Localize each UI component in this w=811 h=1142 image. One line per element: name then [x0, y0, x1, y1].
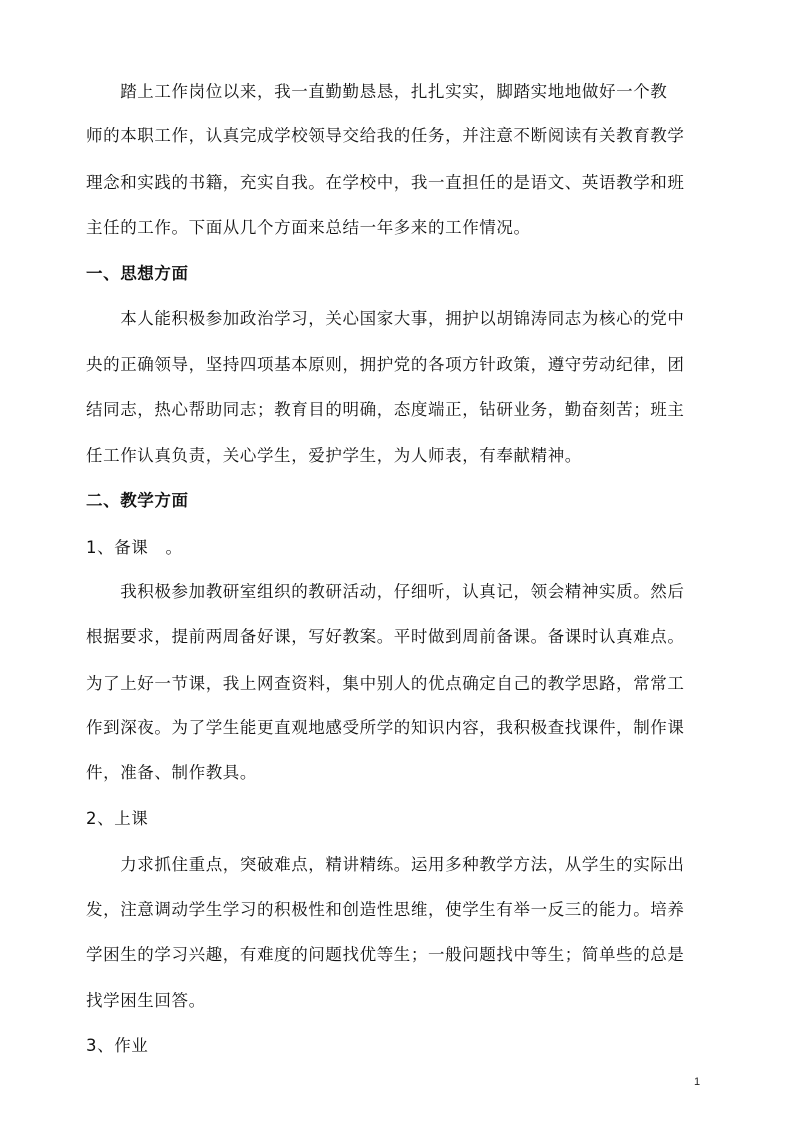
paragraph-line: 作到深夜。为了学生能更直观地感受所学的知识内容，我积极查找课件，制作课 [86, 718, 685, 737]
subsection-heading: 2、上课 [86, 809, 149, 828]
paragraph-line: 任工作认真负责，关心学生，爱护学生，为人师表，有奉献精神。 [86, 446, 582, 465]
subsection-heading: 3、作业 [86, 1036, 149, 1055]
paragraph-line: 踏上工作岗位以来，我一直勤勤恳恳，扎扎实实，脚踏实地地做好一个教 [86, 82, 668, 101]
paragraph-line: 为了上好一节课，我上网查资料，集中别人的优点确定自己的教学思路，常常工 [86, 674, 685, 693]
section-heading: 一、思想方面 [86, 264, 189, 283]
subsection-heading: 1、备课 。 [86, 538, 183, 557]
paragraph-line: 理念和实践的书籍，充实自我。在学校中，我一直担任的是语文、英语教学和班 [86, 173, 685, 192]
paragraph-line: 主任的工作。下面从几个方面来总结一年多来的工作情况。 [86, 218, 531, 237]
section-heading: 二、教学方面 [86, 491, 189, 510]
paragraph-line: 师的本职工作，认真完成学校领导交给我的任务，并注意不断阅读有关教育教学 [86, 126, 685, 145]
paragraph-line: 结同志，热心帮助同志；教育目的明确，态度端正，钻研业务，勤奋刻苦；班主 [86, 400, 685, 419]
paragraph-line: 找学困生回答。 [86, 991, 206, 1010]
paragraph-line: 本人能积极参加政治学习，关心国家大事，拥护以胡锦涛同志为核心的党中 [86, 309, 685, 328]
paragraph-line: 根据要求，提前两周备好课，写好教案。平时做到周前备课。备课时认真难点。 [86, 627, 685, 646]
page-number: 1 [694, 1076, 701, 1088]
paragraph-line: 件，准备、制作教具。 [86, 763, 257, 782]
paragraph-line: 力求抓住重点，突破难点，精讲精练。运用多种教学方法，从学生的实际出 [86, 855, 685, 874]
paragraph-line: 学困生的学习兴趣，有难度的问题找优等生；一般问题找中等生；简单些的总是 [86, 945, 685, 964]
paragraph-line: 我积极参加教研室组织的教研活动，仔细听，认真记，领会精神实质。然后 [86, 582, 685, 601]
paragraph-line: 央的正确领导，坚持四项基本原则，拥护党的各项方针政策，遵守劳动纪律，团 [86, 355, 685, 374]
paragraph-line: 发，注意调动学生学习的积极性和创造性思维，使学生有举一反三的能力。培养 [86, 900, 685, 919]
